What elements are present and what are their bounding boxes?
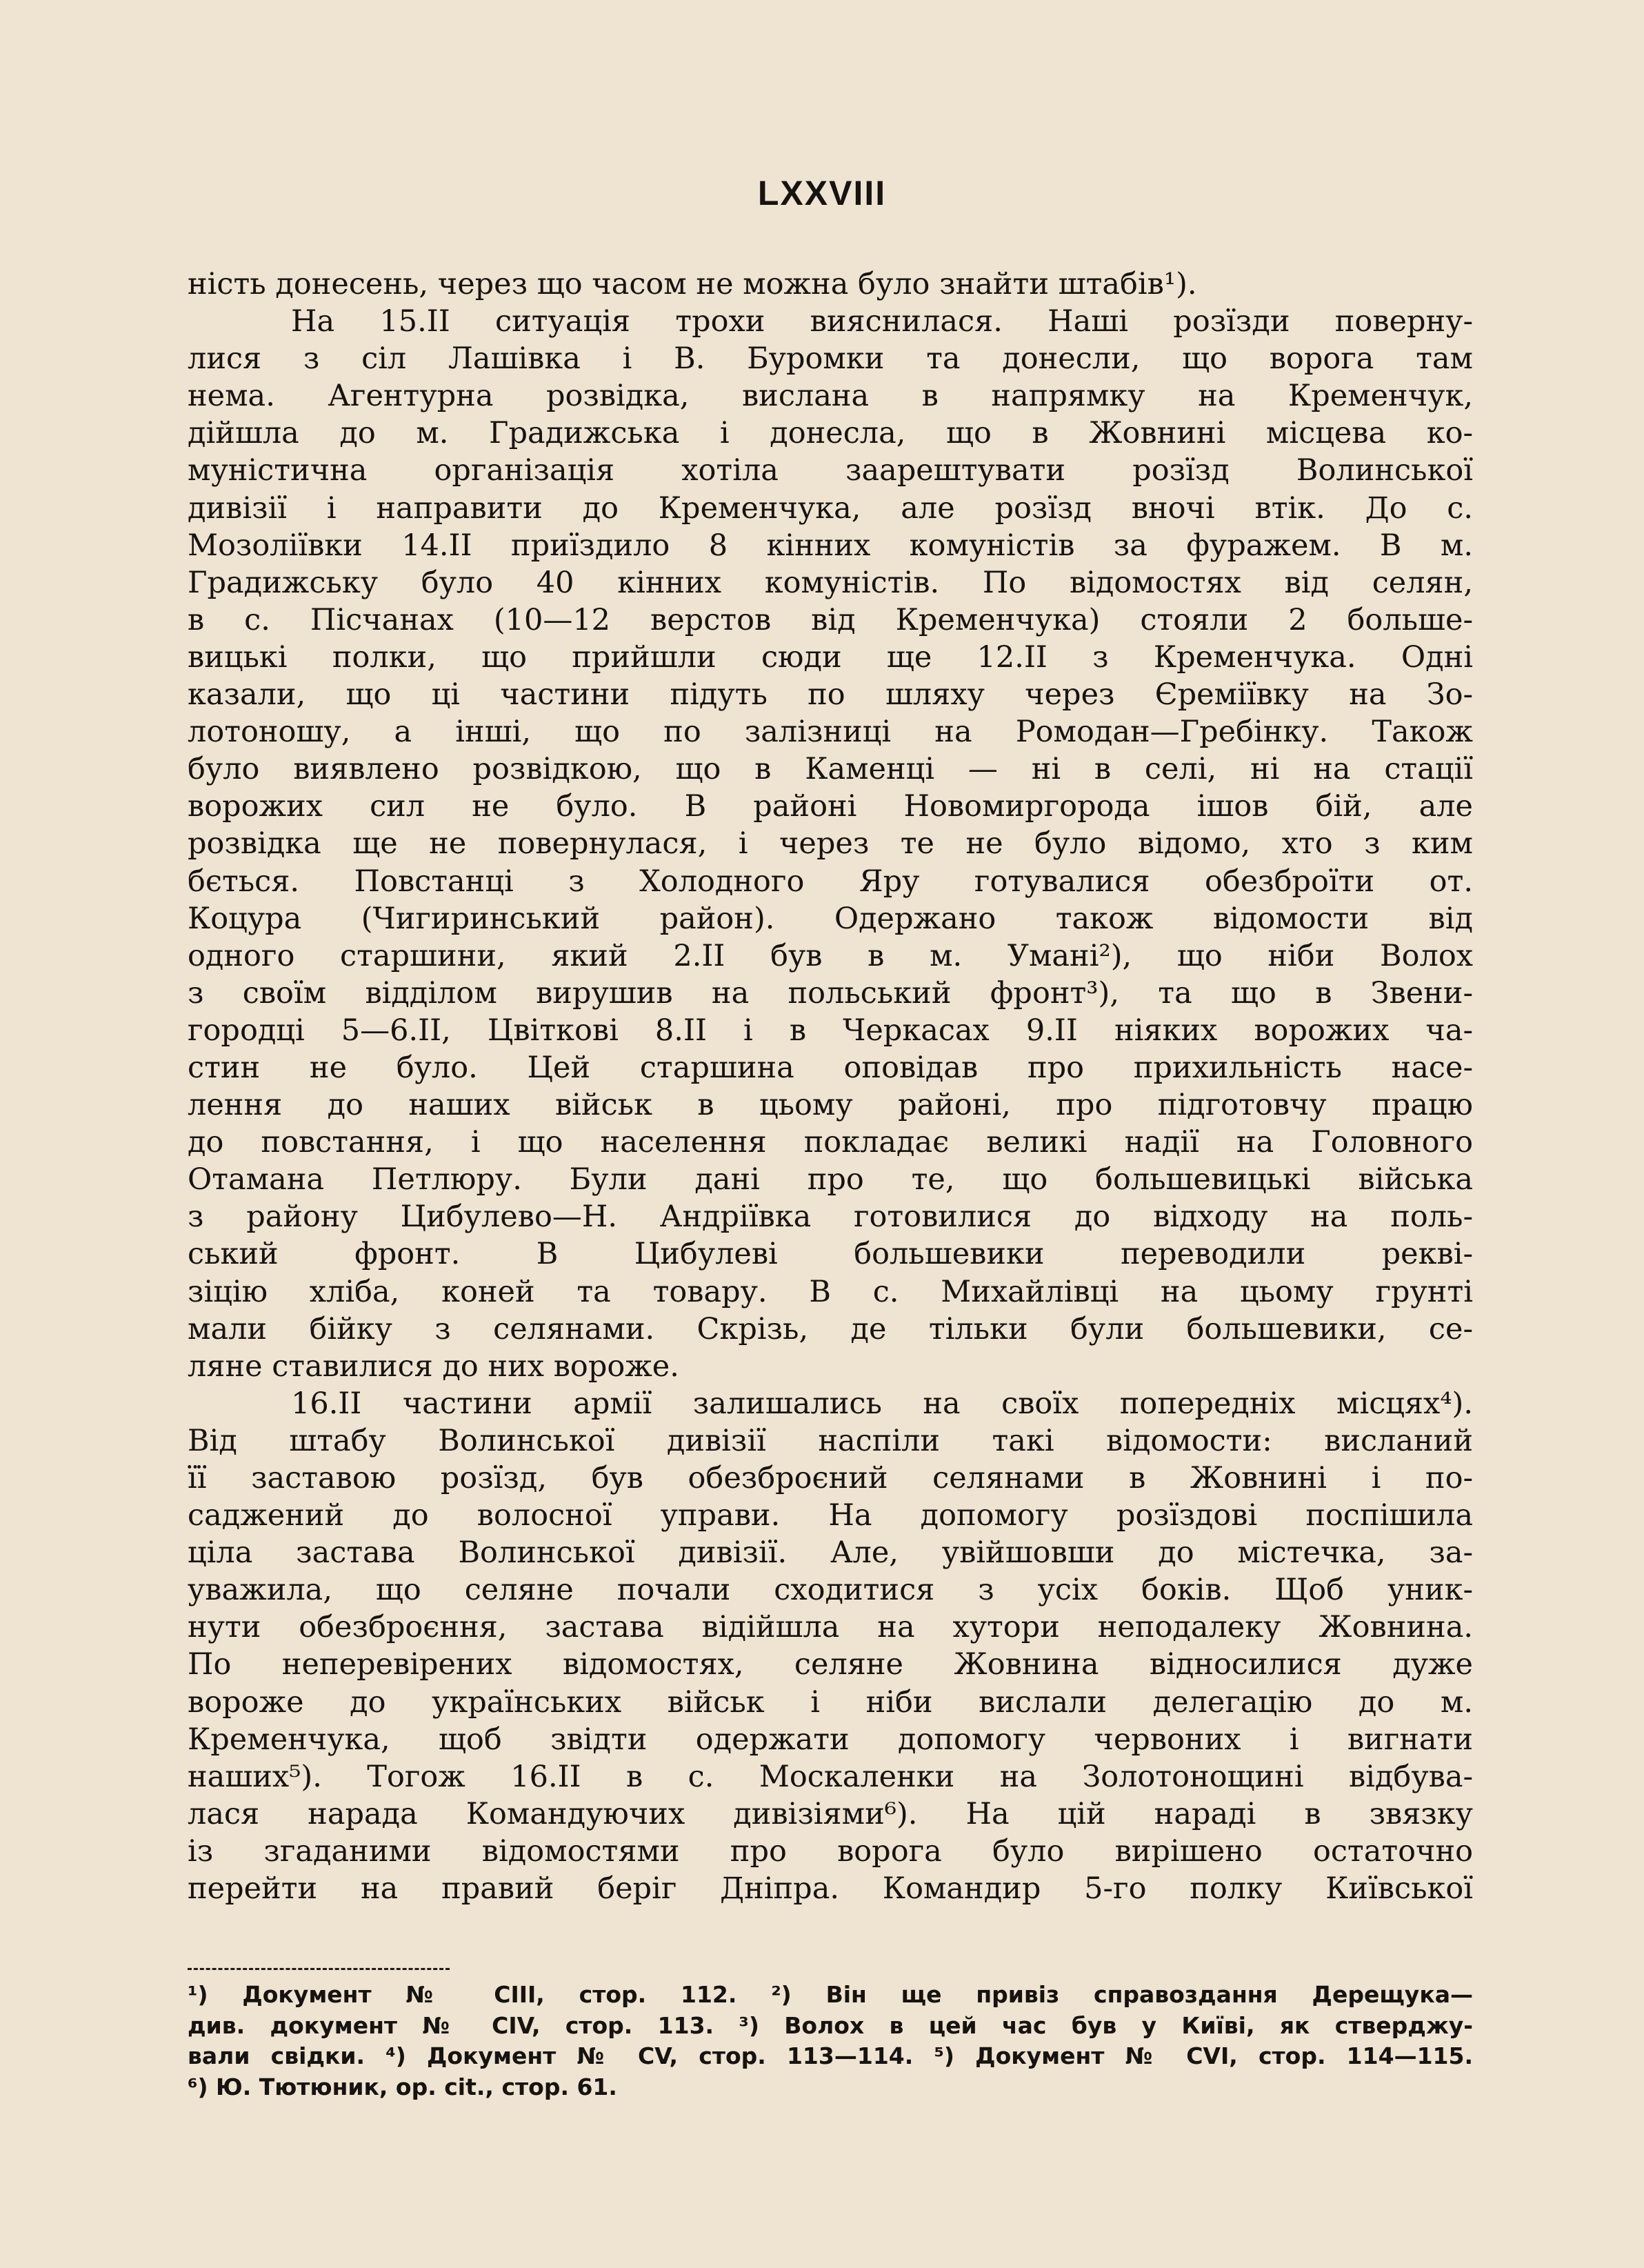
text-line: Мозоліївки 14.ІІ приїздило 8 кінних комуністів за фуражем. В м. xyxy=(188,528,1473,563)
text-line: Від штабу Волинської дивізії наспіли такі відомости: висланий xyxy=(188,1423,1473,1458)
text-line: мали бійку з селянами. Скрізь, де тільки були большевики, се- xyxy=(188,1311,1473,1346)
text-line: ворожих сил не було. В районі Новомиргорода ішов бій, але xyxy=(188,789,1473,824)
text-line: уважила, що селяне почали сходитися з усіх боків. Щоб уник- xyxy=(188,1573,1473,1608)
text-line: ляне ставилися до них вороже. xyxy=(188,1349,679,1384)
text-line: нути обезброєння, застава відійшла на хутори неподалеку Жовнина. xyxy=(188,1610,1473,1645)
text-line: лотоношу, а інші, що по залізниці на Ромодан—Гребінку. Також xyxy=(188,715,1473,750)
footnotes xyxy=(188,1980,1473,2102)
text-line: стин не було. Цей старшина оповідав про прихильність насе- xyxy=(188,1050,1473,1085)
text-line: лися з сіл Лашівка і В. Буромки та донесли, що ворога там xyxy=(188,341,1473,377)
footnote-separator xyxy=(188,1968,450,1970)
text-line: вороже до українських військ і ніби вислали делегацію до м. xyxy=(188,1684,1473,1720)
text-line: На 15.ІІ ситуація трохи вияснилася. Наші розїзди поверну- xyxy=(291,304,1473,339)
footnote-line: ¹) Документ № CIII, стор. 112. ²) Він ще привіз справоздання Дерещука— xyxy=(188,1981,1473,2008)
text-line: нема. Агентурна розвідка, вислана в напрямку на Кременчук, xyxy=(188,379,1473,414)
text-line: муністична організація хотіла заарештувати розїзд Волинської xyxy=(188,453,1473,488)
footnote-line: вали свідки. ⁴) Документ № CV, стор. 113—114. ⁵) Документ № CVI, стор. 114—115. xyxy=(188,2042,1473,2069)
text-line: вицькі полки, що прийшли сюди ще 12.ІІ з Кременчука. Одні xyxy=(188,639,1473,675)
paragraph-3 xyxy=(188,1385,1473,1907)
text-line: дивізії і направити до Кременчука, але розїзд вночі втік. До с. xyxy=(188,490,1473,526)
text-line: Кременчука, щоб звідти одержати допомогу червоних і вигнати xyxy=(188,1722,1473,1757)
text-line: ський фронт. В Цибулеві большевики переводили рекві- xyxy=(188,1237,1473,1272)
text-line: 16.ІІ частини армії залишались на своїх попередніх місцях⁴). xyxy=(291,1386,1473,1421)
text-line: з району Цибулево—Н. Андріївка готовилися до відходу на поль- xyxy=(188,1200,1473,1235)
text-line: бється. Повстанці з Холодного Яру готувалися обезброїти от. xyxy=(188,864,1473,899)
footnote-line: ⁶) Ю. Тютюник, op. cit., стор. 61. xyxy=(188,2073,617,2100)
text-line: лася нарада Командуючих дивізіями⁶). На цій нараді в звязку xyxy=(188,1796,1473,1831)
text-line: саджений до волосної управи. На допомогу розїздові поспішила xyxy=(188,1498,1473,1533)
text-line: По неперевірених відомостях, селяне Жовнина відносилися дуже xyxy=(188,1647,1473,1682)
text-line: Отамана Петлюру. Були дані про те, що большевицькі війська xyxy=(188,1162,1473,1197)
text-line: до повстання, і що населення покладає великі надії на Головного xyxy=(188,1125,1473,1160)
text-line: казали, що ці частини підуть по шляху через Єреміївку на Зо- xyxy=(188,677,1473,713)
text-line: зіцію хліба, коней та товару. В с. Михайлівці на цьому грунті xyxy=(188,1274,1473,1309)
text-line: розвідка ще не повернулася, і через те не було відомо, хто з ким xyxy=(188,826,1473,862)
text-line: наших⁵). Тогож 16.ІІ в с. Москаленки на Золотонощині відбува- xyxy=(188,1759,1473,1794)
body-text xyxy=(188,266,1473,1907)
text-line: одного старшини, який 2.ІІ був в м. Умані²), що ніби Волох xyxy=(188,938,1473,973)
text-line: було виявлено розвідкою, що в Каменці — ні в селі, ні на стації xyxy=(188,752,1473,787)
text-line: в с. Пісчанах (10—12 верстов від Кременчука) стояли 2 больше- xyxy=(188,602,1473,637)
paragraph-2 xyxy=(188,303,1473,1385)
text-line: перейти на правий беріг Дніпра. Командир 5-го полку Київської xyxy=(188,1871,1473,1907)
text-line: із згаданими відомостями про ворога було вирішено остаточно xyxy=(188,1833,1473,1869)
text-line: Градижську було 40 кінних комуністів. По відомостях від селян, xyxy=(188,565,1473,600)
text-line: ність донесень, через що часом не можна було знайти штабів¹). xyxy=(188,267,1197,301)
text-line: дійшла до м. Градижська і донесла, що в Жовнині місцева ко- xyxy=(188,416,1473,451)
page-number: LXXVIII xyxy=(757,174,887,212)
footnote-line: див. документ № CIV, стор. 113. ³) Волох в цей час був у Київі, як стверджу- xyxy=(188,2011,1473,2039)
text-line: Коцура (Чигиринський район). Одержано також відомости від xyxy=(188,901,1473,936)
text-line: лення до наших військ в цьому районі, про підготовчу працю xyxy=(188,1088,1473,1123)
text-line: з своїм відділом вирушив на польський фронт³), та що в Звени- xyxy=(188,975,1473,1011)
text-line: її заставою розїзд, був обезброєний селянами в Жовнині і по- xyxy=(188,1461,1473,1495)
paragraph-1 xyxy=(188,266,1473,303)
text-line: ціла застава Волинської дивізії. Але, увійшовши до містечка, за- xyxy=(188,1535,1473,1571)
text-line: городці 5—6.ІІ, Цвіткові 8.ІІ і в Черкасах 9.ІІ ніяких ворожих ча- xyxy=(188,1013,1473,1048)
